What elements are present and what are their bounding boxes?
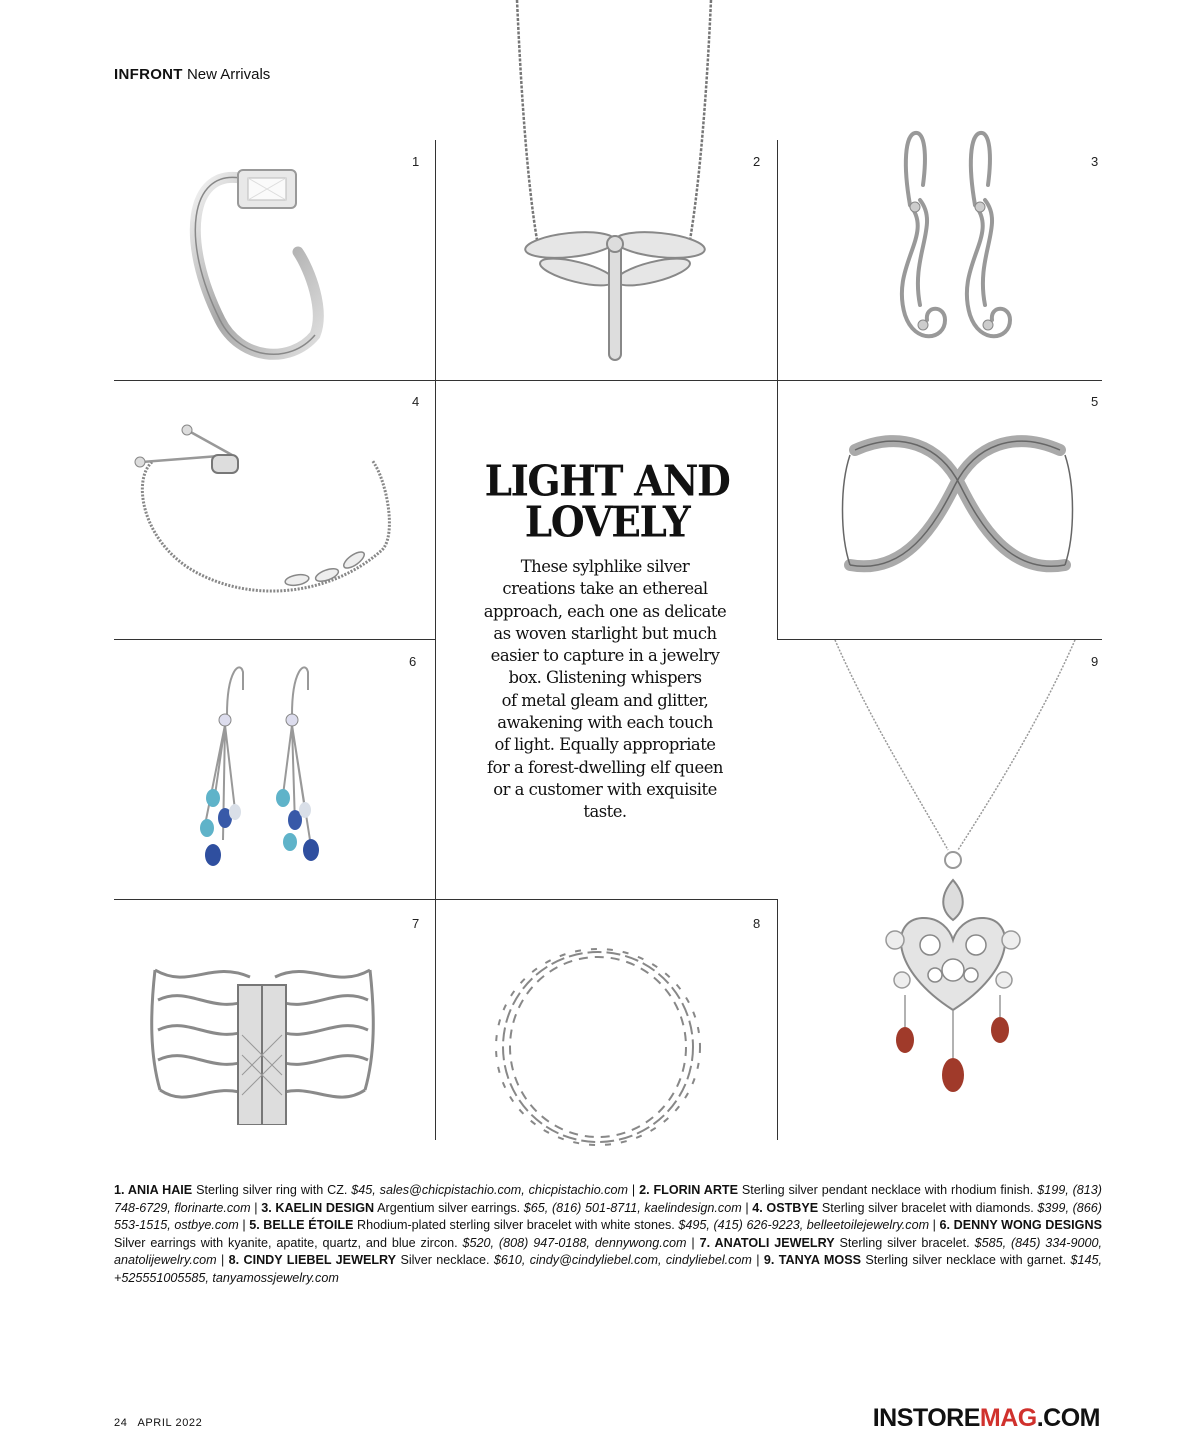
body-line: for a forest-dwelling elf queen	[487, 757, 723, 777]
credit-info: $399, (866) 553-1515, ostbye.com	[114, 1200, 1102, 1233]
heart-pendant-icon	[830, 640, 1080, 1130]
body-line: as woven starlight but much	[493, 623, 717, 643]
section-header	[114, 66, 270, 83]
credit-entry	[261, 1201, 742, 1215]
page-number: 24	[114, 1417, 128, 1429]
credit-desc: Sterling silver bracelet with diamonds.	[818, 1200, 1038, 1215]
link-necklace-icon	[488, 940, 708, 1155]
credit-brand: 6. DENNY WONG DESIGNS	[939, 1218, 1102, 1233]
credit-brand: 3. KAELIN DESIGN	[261, 1200, 375, 1215]
dragonfly-necklace-icon	[515, 0, 715, 375]
body-line: awakening with each touch	[497, 713, 713, 733]
item-number: 2	[753, 154, 761, 169]
woven-cuff-icon	[150, 955, 375, 1125]
ring-icon	[180, 150, 340, 375]
item-number: 5	[1091, 394, 1099, 409]
headline-line: LIGHT AND	[484, 456, 730, 507]
headline-line: LOVELY	[524, 497, 690, 548]
chain-bracelet-icon	[132, 420, 407, 620]
subsection-name: New Arrivals	[186, 66, 271, 83]
body-line: box. Glistening whispers	[508, 668, 702, 688]
product-credits: 1. ANIA HAIE Sterling silver ring with CZ. $45, sales@chicpistachio.com, chicpistachio.com | 2. FLORIN ARTE Sterling silver pendant necklace with rhodium finish. $199, (813) 748-6729, florinarte.com | 3. KAELIN DESIGN Argentium silver earrings. $65, (816) 501-8711, kaelindesign.com | 4. OSTBYE Sterling silver bracelet with diamonds. $399, (866) 553-1515, ostbye.com | 5. BELLE ÉTOILE Rhodium-plated sterling silver bracelet with white stones. $495, (415) 626-9223, belleetoilejewelry.com | 6. DENNY WONG DESIGNS Silver earrings with kyanite, apatite, quartz, and blue zircon. $520, (808) 947-0188, dennywong.com | 7. ANATOLI JEWELRY Sterling silver bracelet. $585, (845) 334-9000, anatolijewelry.com | 8. CINDY LIEBEL JEWELRY Silver necklace. $610, cindy@cindyliebel.com, cindyliebel.com | 9. TANYA MOSS Sterling silver necklace with garnet. $145, +525551005585, tanyamossjewelry.com	[114, 1183, 1102, 1285]
credit-brand: 7. ANATOLI JEWELRY	[699, 1235, 835, 1250]
credit-brand: 8. CINDY LIEBEL JEWELRY	[228, 1253, 397, 1268]
issue-date: APRIL 2022	[137, 1417, 203, 1429]
credit-desc: Silver earrings with kyanite, apatite, quartz, and blue zircon.	[114, 1235, 463, 1250]
item-number: 6	[409, 654, 417, 669]
body-line: or a customer with exquisite	[493, 779, 717, 799]
feature-body	[474, 556, 736, 824]
crossover-cuff-icon	[840, 425, 1075, 585]
credit-info: $495, (415) 626-9223, belleetoilejewelry.com	[678, 1218, 930, 1233]
credit-info: $585, (845) 334-9000, anatolijewelry.com	[114, 1235, 1102, 1268]
body-line: easier to capture in a jewelry	[490, 646, 720, 666]
credit-brand: 5. BELLE ÉTOILE	[249, 1218, 354, 1233]
credit-entry	[249, 1218, 929, 1232]
body-line: approach, each one as delicate	[483, 601, 727, 621]
drop-earrings-icon	[185, 660, 335, 875]
grid-divider	[114, 639, 435, 640]
credit-brand: 1. ANIA HAIE	[114, 1183, 193, 1197]
credit-desc: Sterling silver pendant necklace with rhodium finish.	[738, 1183, 1038, 1197]
section-name: INFRONT	[114, 66, 183, 83]
body-line: of metal gleam and glitter,	[501, 690, 709, 710]
credit-desc: Silver necklace.	[396, 1253, 494, 1268]
credit-entry	[229, 1253, 752, 1267]
item-number: 9	[1091, 654, 1099, 669]
item-number: 3	[1091, 154, 1099, 169]
logo-part: INSTORE	[872, 1404, 980, 1432]
credit-info: $65, (816) 501-8711, kaelindesign.com	[523, 1200, 742, 1215]
credit-info: $199, (813) 748-6729, florinarte.com	[114, 1183, 1102, 1215]
feature-headline	[440, 456, 774, 548]
grid-divider	[114, 380, 1102, 381]
instoremag-logo	[873, 1404, 1100, 1433]
item-number: 8	[753, 916, 761, 931]
credit-desc: Sterling silver necklace with garnet.	[861, 1253, 1071, 1268]
grid-divider	[435, 140, 436, 1140]
credit-info: $145, +525551005585, tanyamossjewelry.com	[114, 1253, 1102, 1285]
credit-desc: Argentium silver earrings.	[374, 1200, 524, 1215]
item-number: 1	[412, 154, 420, 169]
credit-entry	[114, 1183, 628, 1197]
credit-info: $45, sales@chicpistachio.com, chicpistachio.com	[351, 1183, 629, 1197]
item-number: 4	[412, 394, 420, 409]
logo-part: MAG	[979, 1404, 1037, 1432]
credit-desc: Sterling silver ring with CZ.	[192, 1183, 352, 1197]
grid-divider	[777, 140, 778, 640]
credit-desc: Rhodium-plated sterling silver bracelet with white stones.	[353, 1218, 679, 1233]
body-line: creations take an ethereal	[502, 579, 708, 599]
credit-info: $520, (808) 947-0188, dennywong.com	[462, 1235, 687, 1250]
credit-desc: Sterling silver bracelet.	[834, 1235, 975, 1250]
swirl-earrings-icon	[885, 125, 1015, 360]
credit-info: $610, cindy@cindyliebel.com, cindyliebel.com	[493, 1253, 752, 1268]
page-folio	[114, 1417, 212, 1429]
body-line: taste.	[583, 802, 627, 822]
body-line: of light. Equally appropriate	[494, 735, 716, 755]
grid-divider	[777, 899, 778, 1140]
credit-brand: 9. TANYA MOSS	[763, 1253, 861, 1268]
item-number: 7	[412, 916, 420, 931]
credit-brand: 4. OSTBYE	[752, 1200, 819, 1215]
credit-brand: 2. FLORIN ARTE	[639, 1183, 739, 1197]
grid-divider	[114, 899, 777, 900]
logo-part: .COM	[1036, 1404, 1100, 1432]
body-line: These sylphlike silver	[520, 557, 690, 576]
